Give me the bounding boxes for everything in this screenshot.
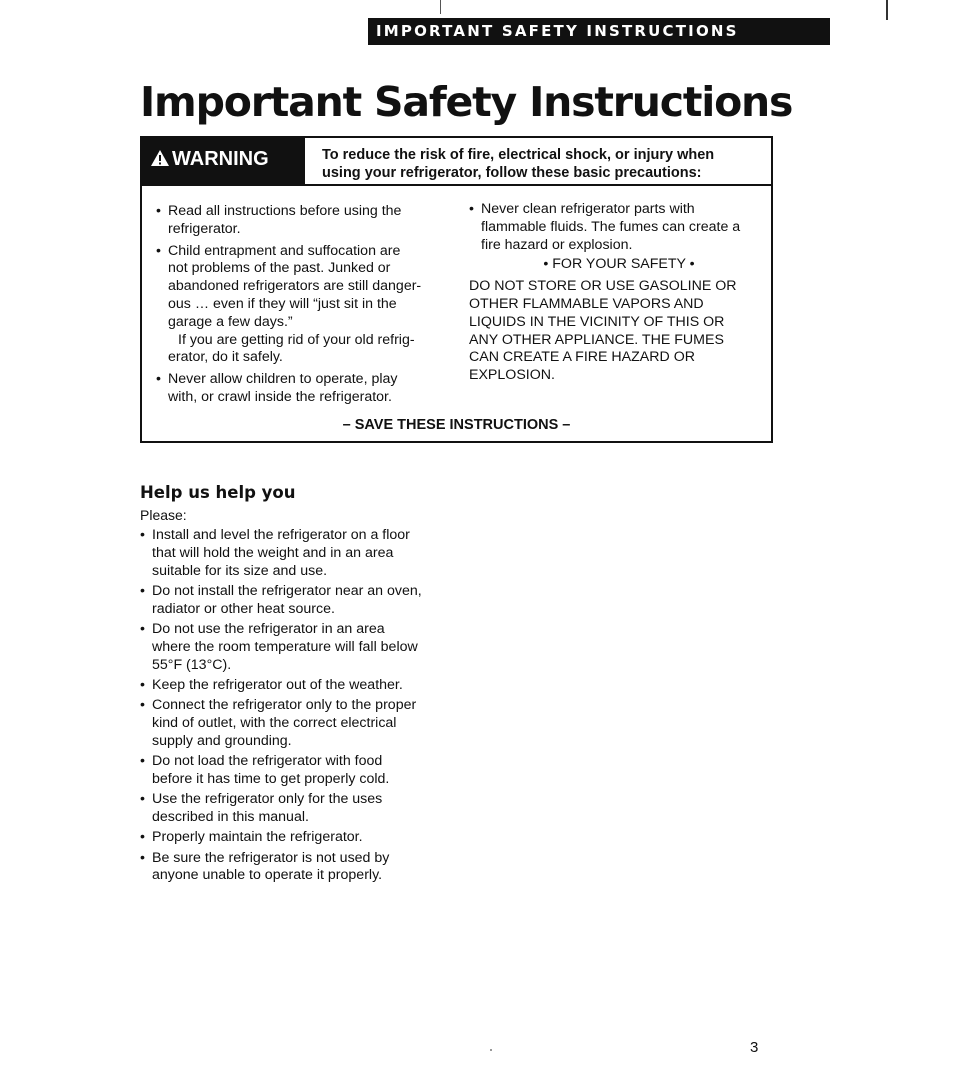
bullet-dot: • (469, 201, 474, 217)
for-your-safety-heading: • FOR YOUR SAFETY • (543, 256, 695, 273)
list-item (140, 583, 460, 619)
bullet-dot: • (140, 676, 145, 693)
text-line: Read all instructions before using the (168, 203, 402, 219)
save-instructions-line: – SAVE THESE INSTRUCTIONS – (342, 417, 571, 433)
flammable-vapors-warning (469, 278, 769, 385)
text-line: Keep the refrigerator out of the weather. (152, 676, 403, 693)
text-line: Connect the refrigerator only to the proper (152, 697, 417, 714)
text-line: 55°F (13°C). (152, 656, 232, 673)
page-number: 3 (750, 1039, 759, 1056)
text-line: supply and grounding. (152, 732, 292, 749)
list-item-continuation (156, 332, 456, 368)
text-line: Child entrapment and suffocation are (168, 242, 401, 259)
warning-label-text: WARNING (172, 148, 269, 170)
bullet-dot: • (140, 697, 145, 714)
text-line: Do not load the refrigerator with food (152, 753, 383, 770)
bullet-dot: • (140, 527, 145, 543)
list-item (469, 201, 769, 254)
warning-intro-line: To reduce the risk of fire, electrical shock, or injury when (322, 147, 715, 163)
text-line: refrigerator. (168, 220, 241, 237)
scan-mark (886, 0, 888, 20)
text-line: ous … even if they will “just sit in the (168, 295, 397, 312)
text-line: ANY OTHER APPLIANCE. THE FUMES (469, 331, 724, 348)
text-line: If you are getting rid of your old refrig- (178, 331, 415, 348)
help-list (140, 527, 460, 888)
text-line: Do not use the refrigerator in an area (152, 620, 385, 637)
bullet-dot: • (156, 242, 161, 259)
scan-speck (490, 1049, 492, 1051)
bullet-dot: • (140, 791, 145, 808)
bullet-dot: • (140, 582, 145, 599)
text-line: where the room temperature will fall below (152, 638, 418, 655)
bullet-dot: • (140, 620, 145, 637)
list-item (140, 677, 460, 695)
text-line: before it has time to get properly cold. (152, 770, 390, 787)
text-line: Install and level the refrigerator on a floor (152, 527, 410, 543)
text-line: not problems of the past. Junked or (168, 260, 391, 277)
text-line: flammable fluids. The fumes can create a (481, 218, 741, 235)
warning-right-column (469, 201, 769, 385)
text-line: Be sure the refrigerator is not used by (152, 849, 390, 866)
warning-label (142, 138, 305, 184)
text-line: Properly maintain the refrigerator. (152, 829, 363, 846)
list-item (140, 850, 460, 886)
text-line: suitable for its size and use. (152, 562, 328, 579)
warning-intro-line: using your refrigerator, follow these basic precautions: (322, 165, 702, 181)
text-line: anyone unable to operate it properly. (152, 867, 383, 884)
scan-mark (440, 0, 441, 14)
text-line: garage a few days.” (168, 313, 293, 330)
text-line: Use the refrigerator only for the uses (152, 791, 383, 808)
text-line: radiator or other heat source. (152, 600, 335, 617)
bullet-dot: • (140, 829, 145, 846)
text-line: Do not install the refrigerator near an oven, (152, 582, 422, 599)
warning-left-column (156, 203, 456, 411)
list-item (140, 753, 460, 789)
section-heading: Help us help you (140, 483, 296, 502)
list-item (140, 621, 460, 674)
text-line: CAN CREATE A FIRE HAZARD OR (469, 349, 695, 366)
bullet-dot: • (140, 849, 145, 866)
bullet-dot: • (140, 753, 145, 770)
list-item (140, 527, 460, 580)
warning-intro (322, 146, 762, 182)
text-line: OTHER FLAMMABLE VAPORS AND (469, 295, 704, 312)
text-line: fire hazard or explosion. (481, 236, 633, 253)
text-line: LIQUIDS IN THE VICINITY OF THIS OR (469, 313, 725, 330)
list-item (156, 203, 456, 239)
text-line: EXPLOSION. (469, 367, 555, 384)
text-line: Never clean refrigerator parts with (481, 201, 695, 217)
text-line: that will hold the weight and in an area (152, 544, 394, 561)
header-banner: IMPORTANT SAFETY INSTRUCTIONS (368, 18, 830, 45)
text-line: kind of outlet, with the correct electrical (152, 714, 397, 731)
text-line: Never allow children to operate, play (168, 371, 398, 388)
list-item (156, 371, 456, 407)
text-line: erator, do it safely. (168, 349, 283, 366)
warning-triangle-icon (150, 149, 170, 167)
warning-divider (142, 184, 771, 186)
text-line: DO NOT STORE OR USE GASOLINE OR (469, 278, 737, 295)
text-line: described in this manual. (152, 808, 309, 825)
text-line: with, or crawl inside the refrigerator. (168, 388, 392, 405)
list-item (140, 697, 460, 750)
please-label: Please: (140, 507, 187, 523)
text-line: abandoned refrigerators are still danger- (168, 278, 422, 295)
list-item (156, 243, 456, 332)
warning-box (140, 136, 773, 443)
list-item (140, 791, 460, 827)
bullet-dot: • (156, 371, 161, 388)
list-item (140, 829, 460, 847)
page-title: Important Safety Instructions (140, 78, 793, 126)
bullet-dot: • (156, 203, 161, 219)
